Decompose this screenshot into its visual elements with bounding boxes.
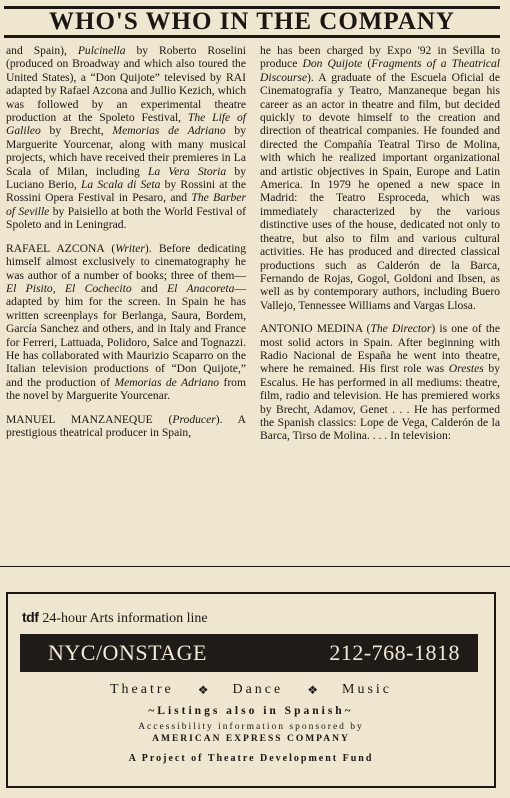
diamond-icon: ❖ — [307, 682, 319, 697]
italic-title: El Anacoreta — [167, 281, 235, 295]
tdf-logo: tdf — [22, 609, 39, 625]
category-dance: Dance — [232, 682, 284, 697]
phone-number: 212-768-1818 — [329, 640, 460, 665]
italic-title: The Barber of Seville — [6, 191, 246, 218]
italic-title: La Scala di Seta — [80, 178, 161, 192]
paragraph-manzaneque-continued: he has been charged by Expo '92 in Sevilla to produce Don Quijote (Fragments of a Theatrical Discourse). A graduate of the Escuela Oficial de Cinematografía y Teatro, Manzaneque began his career as an actor in theatre and film, but decided quickly to devote himself to the creation and direction of theatrical companies. He founded and directed the Compañía Teatral Tirso de Molina, with which he realized important organizational and artistic objectives in Spain, Europe and Latin America. In 1979 he opened a new space in Madrid: the Teatro Esproceda, which was immediately characterized by the various distinctive uses of the house, dedicated not only to theatre, but also to film and various cultural activities. He has produced and directed classical productions such as Calderón de la Barca, Fernando de Rojas, Gogol, Goldoni and Ibsen, as well as by contemporary authors, including Buero Vallejo, Tennessee Williams and Vargas Llosa. — [260, 44, 500, 312]
ad-categories — [8, 682, 494, 698]
divider-rule — [0, 566, 510, 567]
italic-title: Writer — [115, 241, 145, 255]
paragraph-pulcinella: and Spain), Pulcinella by Roberto Roselini (produced on Broadway and which also toured the United States), a “Don Quijote” televised by RAI adapted by Rafael Azcona and Jullio Kezich, which was followed by an experimental theatre production at the Spoleto Festival, The Life of Galileo by Brecht, Memorias de Adriano by Marguerite Yourcenar, along with many musical projects, which have received their premieres in La Scala of Milan, including La Vera Storia by Luciano Berio, La Scala di Seta by Rossini at the Rossini Opera Festival in Pesaro, and The Barber of Seville by Paisiello at both the World Festival of Spoleto and in Leningrad. — [6, 44, 246, 232]
italic-title: Don Quijote — [302, 57, 363, 71]
italic-title: Memorias de Adriano — [112, 124, 226, 138]
article-columns — [6, 44, 500, 560]
category-music: Music — [342, 682, 393, 697]
italic-title: La Vera Storia — [147, 164, 227, 178]
section-title: WHO'S WHO IN THE COMPANY — [49, 8, 455, 35]
paragraph-rafael-azcona: RAFAEL AZCONA (Writer). Before dedicating himself almost exclusively to cinematography he was author of a number of books; three of them—El Pisito, El Cochecito and El Anacoreta— adapted by him for the screen. In Spain he has written screenplays for Berlanga, Saura, Bordem, García Sanchez and others, and in Italy and France for Ferreri, Lattuada, Polidoro, Salce and Tognazzi. He has collaborated with Maurizio Scaparro on the Italian television productions of “Don Quijote,” and the production of Memorias de Adriano from the novel by Marguerite Yourcenar. — [6, 241, 247, 403]
spanish-listings-note: ~Listings also in Spanish~ — [148, 705, 354, 717]
italic-title: Producer — [172, 412, 216, 426]
column-left — [6, 44, 246, 560]
italic-title: Pulcinella — [77, 44, 126, 57]
paragraph-manuel-manzaneque: MANUEL MANZANEQUE (Producer). A prestigious theatrical producer in Spain, — [6, 412, 247, 439]
italic-title: El Pisito, El Cochecito — [6, 281, 132, 295]
italic-title: The Life of Galileo — [6, 111, 246, 138]
italic-title: Memorias de Adriano — [114, 375, 220, 389]
column-right — [260, 44, 500, 560]
nyc-onstage-label: NYC/ONSTAGE — [48, 640, 207, 665]
italic-title: The Director — [370, 322, 432, 336]
ad-header — [22, 609, 208, 627]
tdf-advertisement — [6, 592, 496, 788]
italic-title: Orestes — [448, 362, 484, 376]
paragraph-antonio-medina: ANTONIO MEDINA (The Director) is one of the most solid actors in Spain. After beginning with Radio Nacional de España he went into theatre, where he remained. His first role was Orestes by Escalus. He has performed in all mediums: theatre, film, radio and television. He has premiered works by Brecht, Adamov, Genet . . . He has performed the Spanish classics: Lope de Vega, Calderón de la Barca, Tirso de Molina. . . . In television: — [260, 322, 501, 443]
section-title-bar — [4, 6, 500, 38]
category-theatre: Theatre — [109, 682, 174, 697]
project-credit: A Project of Theatre Development Fund — [128, 753, 374, 764]
sponsor-name: AMERICAN EXPRESS COMPANY — [152, 734, 350, 744]
ad-phone-band — [20, 634, 478, 672]
diamond-icon: ❖ — [197, 682, 209, 697]
accessibility-note: Accessibility information sponsored by — [138, 722, 364, 732]
ad-header-text: 24-hour Arts information line — [42, 611, 208, 626]
italic-title: Fragments of a Theatrical Discourse — [260, 57, 500, 84]
